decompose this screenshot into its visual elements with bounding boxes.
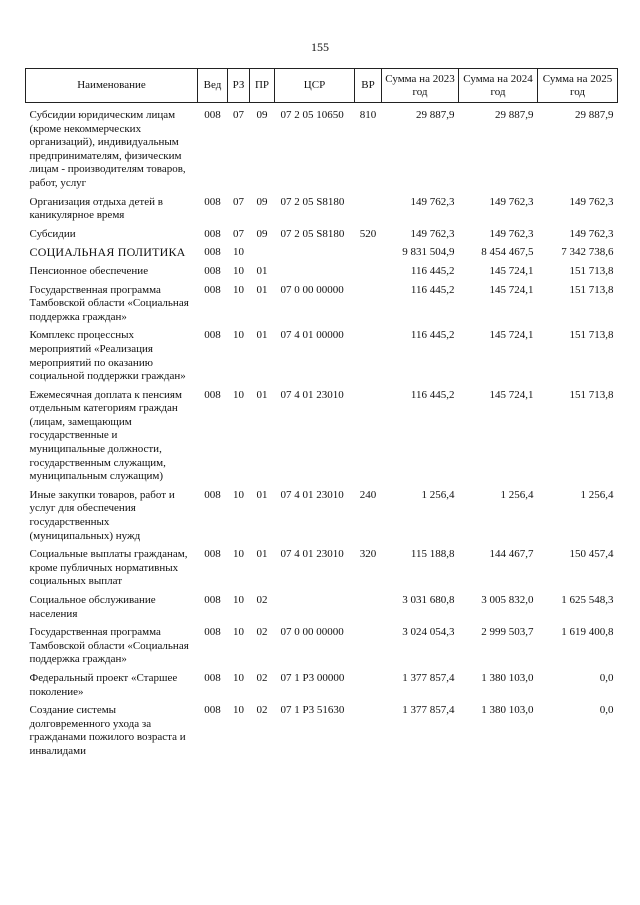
table-header [26, 69, 618, 103]
row-rz: 10 [233, 283, 244, 296]
row-rz: 07 [233, 109, 244, 121]
table-row [26, 329, 618, 388]
row-name: Социальное обслуживание населения [29, 594, 156, 620]
row-sum-2023: 149 762,3 [410, 195, 455, 208]
header-sum-2025: Сумма на 2025 год [538, 69, 618, 103]
row-sum-2025: 1 625 548,3 [561, 594, 614, 606]
table-row [26, 389, 618, 489]
row-sum-2024: 29 887,9 [495, 109, 534, 121]
row-pr: 02 [256, 704, 268, 717]
row-sum-2024: 1 256,4 [500, 488, 534, 501]
row-sum-2025: 149 762,3 [569, 227, 614, 240]
row-sum-2025: 7 342 738,6 [561, 246, 614, 259]
row-csr: 07 4 01 23010 [280, 388, 344, 401]
row-sum-2023: 116 445,2 [410, 264, 455, 277]
row-sum-2023: 3 024 054,3 [402, 626, 455, 639]
header-sum-2024: Сумма на 2024 год [459, 69, 538, 103]
row-sum-2023: 116 445,2 [410, 329, 455, 342]
row-rz: 10 [233, 488, 244, 501]
row-vr [355, 284, 382, 330]
row-name: Субсидии [29, 227, 76, 240]
row-vr: 810 [359, 109, 377, 121]
header-sum-2023: Сумма на 2023 год [382, 69, 459, 103]
row-ved: 008 [204, 704, 221, 717]
row-csr: 07 2 05 10650 [280, 109, 344, 121]
row-name: Государственная программа Тамбовской области «Социальная поддержка граждан» [29, 626, 189, 666]
row-name: Комплекс процессных мероприятий «Реализация мероприятий по оказанию социальной поддержки граждан» [29, 329, 186, 383]
row-sum-2025: 1 619 400,8 [561, 626, 614, 639]
row-pr: 01 [256, 388, 268, 401]
table-row [26, 672, 618, 704]
row-vr [355, 594, 382, 626]
row-pr: 02 [256, 626, 268, 639]
row-csr [275, 594, 355, 626]
row-sum-2024: 145 724,1 [489, 283, 534, 296]
row-sum-2024: 144 467,7 [489, 548, 534, 561]
row-ved: 008 [204, 227, 221, 240]
table-row [26, 228, 618, 247]
row-sum-2025: 150 457,4 [569, 548, 614, 561]
table-row [26, 265, 618, 284]
row-sum-2023: 3 031 680,8 [402, 594, 455, 606]
row-rz: 10 [233, 246, 244, 259]
row-rz: 10 [233, 264, 244, 277]
row-ved: 008 [204, 246, 221, 259]
row-name: Социальные выплаты гражданам, кроме публичных нормативных социальных выплат [29, 548, 188, 588]
row-csr: 07 4 01 00000 [280, 329, 344, 342]
row-sum-2024: 1 380 103,0 [481, 671, 534, 684]
table-row [26, 103, 618, 196]
row-sum-2025: 151 713,8 [569, 329, 614, 342]
row-pr: 09 [256, 109, 268, 121]
row-pr: 01 [256, 548, 268, 561]
row-vr: 520 [359, 227, 377, 240]
row-sum-2024: 1 380 103,0 [481, 704, 534, 717]
row-sum-2023: 1 256,4 [421, 488, 455, 501]
row-sum-2024: 145 724,1 [489, 329, 534, 342]
row-csr: 07 1 P3 51630 [280, 704, 345, 717]
table-row [26, 489, 618, 548]
row-ved: 008 [204, 626, 221, 639]
row-ved: 008 [204, 264, 221, 277]
row-csr: 07 4 01 23010 [280, 548, 344, 561]
row-name: Пенсионное обеспечение [29, 264, 149, 277]
row-sum-2024: 2 999 503,7 [481, 626, 534, 639]
row-pr: 01 [256, 329, 268, 342]
row-ved: 008 [204, 594, 221, 606]
row-ved: 008 [204, 488, 221, 501]
row-csr: 07 4 01 23010 [280, 488, 344, 501]
row-csr [275, 265, 355, 284]
row-ved: 008 [204, 109, 221, 121]
row-pr: 01 [256, 283, 268, 296]
row-rz: 10 [233, 626, 244, 639]
row-sum-2025: 0,0 [599, 704, 614, 717]
row-rz: 10 [233, 704, 244, 717]
row-vr [355, 672, 382, 704]
row-vr: 240 [359, 488, 377, 501]
row-csr: 07 0 00 00000 [280, 626, 344, 639]
row-sum-2025: 149 762,3 [569, 195, 614, 208]
row-rz: 10 [233, 388, 244, 401]
row-sum-2024: 8 454 467,5 [481, 246, 534, 259]
row-sum-2024: 149 762,3 [489, 195, 534, 208]
header-name: Наименование [26, 69, 198, 103]
row-csr: 07 2 05 S8180 [280, 227, 345, 240]
row-pr: 09 [256, 227, 268, 240]
row-rz: 10 [233, 329, 244, 342]
header-ved: Вед [198, 69, 228, 103]
header-pr: ПР [250, 69, 275, 103]
row-pr: 01 [256, 264, 268, 277]
row-csr: 07 2 05 S8180 [280, 195, 345, 208]
row-pr [250, 246, 275, 265]
row-name: Государственная программа Тамбовской области «Социальная поддержка граждан» [29, 283, 189, 323]
row-sum-2023: 9 831 504,9 [402, 246, 455, 259]
row-vr [355, 246, 382, 265]
row-vr [355, 196, 382, 228]
row-sum-2025: 151 713,8 [569, 388, 614, 401]
row-sum-2025: 151 713,8 [569, 283, 614, 296]
table-row [26, 548, 618, 594]
row-rz: 07 [233, 195, 244, 208]
budget-table [25, 68, 618, 764]
table-row [26, 246, 618, 265]
row-pr: 01 [256, 488, 268, 501]
row-name: Иные закупки товаров, работ и услуг для обеспечения государственных (муниципальных) нужд [29, 488, 175, 542]
table-row [26, 626, 618, 672]
row-vr: 320 [359, 548, 377, 561]
row-name: Организация отдыха детей в каникулярное время [29, 195, 163, 222]
row-csr: 07 1 P3 00000 [280, 671, 345, 684]
row-name: Субсидии юридическим лицам (кроме некоммерческих организаций), индивидуальным предпринимателям, физическим лицам - производителям товаров, работ, услуг [29, 109, 186, 189]
table-row [26, 594, 618, 626]
row-pr: 02 [256, 594, 268, 606]
table-row [26, 284, 618, 330]
row-ved: 008 [204, 548, 221, 561]
row-sum-2023: 149 762,3 [410, 227, 455, 240]
row-rz: 07 [233, 227, 244, 240]
row-vr [355, 626, 382, 672]
header-csr: ЦСР [275, 69, 355, 103]
row-name: Федеральный проект «Старшее поколение» [29, 671, 178, 698]
row-name: СОЦИАЛЬНАЯ ПОЛИТИКА [29, 245, 186, 260]
row-sum-2025: 151 713,8 [569, 264, 614, 277]
row-name: Создание системы долговременного ухода за гражданами пожилого возраста и инвалидами [29, 704, 186, 757]
row-sum-2025: 1 256,4 [580, 488, 614, 501]
row-ved: 008 [204, 283, 221, 296]
row-ved: 008 [204, 195, 221, 208]
row-rz: 10 [233, 548, 244, 561]
header-rz: РЗ [228, 69, 250, 103]
row-csr [275, 246, 355, 265]
page-number: 155 [311, 40, 329, 54]
row-sum-2024: 3 005 832,0 [481, 594, 534, 606]
row-sum-2024: 145 724,1 [489, 388, 534, 401]
row-ved: 008 [204, 671, 221, 684]
row-vr [355, 704, 382, 763]
row-vr [355, 329, 382, 388]
row-pr: 09 [256, 195, 268, 208]
row-pr: 02 [256, 671, 268, 684]
header-vr: ВР [355, 69, 382, 103]
row-sum-2023: 1 377 857,4 [402, 671, 455, 684]
row-csr: 07 0 00 00000 [280, 283, 344, 296]
row-sum-2023: 1 377 857,4 [402, 704, 455, 717]
row-sum-2023: 29 887,9 [416, 109, 455, 121]
row-name: Ежемесячная доплата к пенсиям отдельным категориям граждан (лицам, замещающим государственные и муниципальные должности, государственным служащим, муниципальным служащим) [29, 388, 182, 483]
row-sum-2023: 115 188,8 [410, 548, 455, 561]
row-ved: 008 [204, 329, 221, 342]
row-rz: 10 [233, 594, 244, 606]
row-sum-2025: 0,0 [599, 671, 614, 684]
row-vr [355, 265, 382, 284]
row-sum-2024: 149 762,3 [489, 227, 534, 240]
table-row [26, 704, 618, 763]
row-sum-2023: 116 445,2 [410, 283, 455, 296]
row-vr [355, 389, 382, 489]
row-sum-2023: 116 445,2 [410, 388, 455, 401]
table-row [26, 196, 618, 228]
row-rz: 10 [233, 671, 244, 684]
row-sum-2025: 29 887,9 [575, 109, 614, 121]
row-ved: 008 [204, 388, 221, 401]
row-sum-2024: 145 724,1 [489, 264, 534, 277]
table-body [26, 103, 618, 764]
